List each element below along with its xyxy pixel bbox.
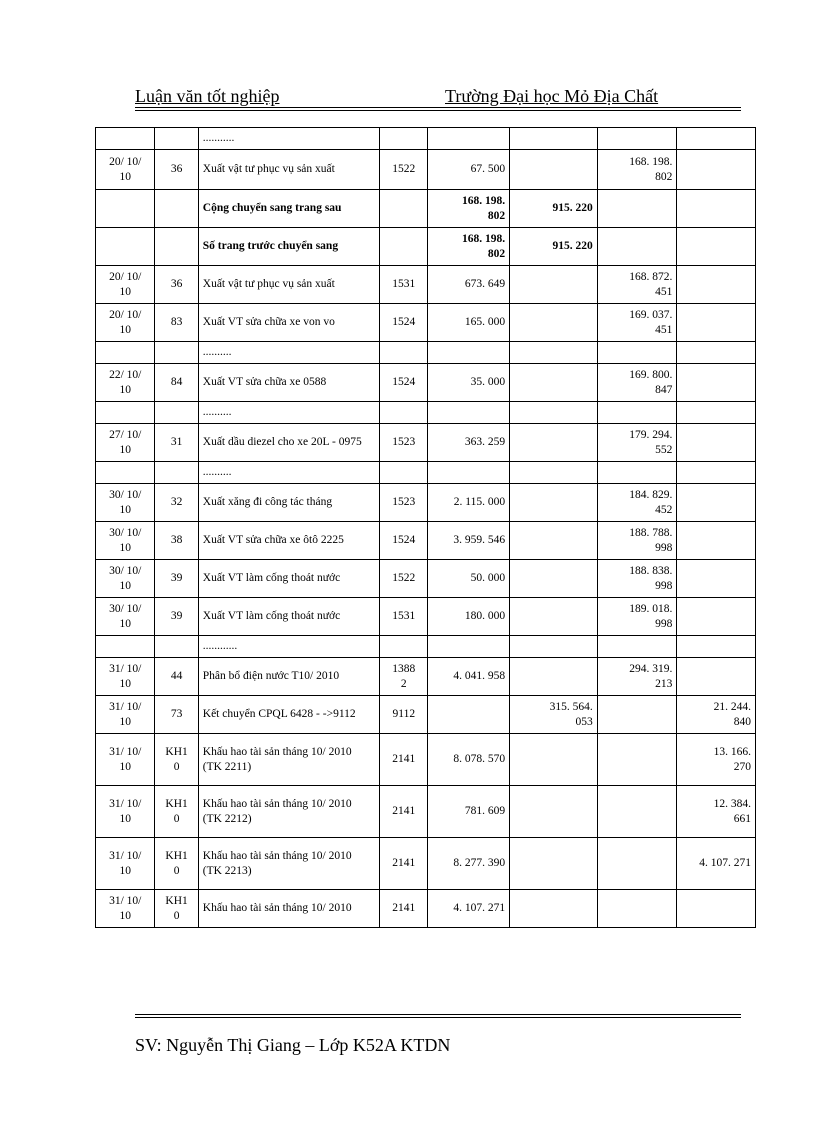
footer-divider	[135, 1014, 741, 1018]
cell-amount-2	[510, 424, 598, 462]
cell-amount-1: 673. 649	[428, 266, 510, 304]
cell-amount-2	[510, 838, 598, 890]
table-row	[96, 484, 756, 522]
table-row	[96, 734, 756, 786]
cell-description: Số trang trước chuyển sang	[198, 228, 379, 266]
table-row	[96, 228, 756, 266]
cell-amount-4: 21. 244. 840	[677, 696, 756, 734]
cell-amount-1: 50. 000	[428, 560, 510, 598]
header-right-title: Trường Đại học Mỏ Địa Chất	[445, 86, 659, 106]
page-footer: SV: Nguyễn Thị Giang – Lớp K52A KTDN	[135, 1035, 451, 1055]
table-row	[96, 304, 756, 342]
header-divider	[135, 107, 741, 111]
cell-amount-3	[597, 636, 677, 658]
cell-date	[96, 342, 155, 364]
cell-description: Phân bổ điện nước T10/ 2010	[198, 658, 379, 696]
cell-voucher-no: KH1 0	[155, 786, 198, 838]
cell-date: 31/ 10/ 10	[96, 734, 155, 786]
cell-amount-3: 189. 018. 998	[597, 598, 677, 636]
table-row	[96, 838, 756, 890]
cell-account	[380, 402, 428, 424]
cell-account: 1523	[380, 424, 428, 462]
cell-amount-2	[510, 786, 598, 838]
cell-amount-3	[597, 402, 677, 424]
cell-amount-2	[510, 128, 598, 150]
cell-amount-2	[510, 484, 598, 522]
cell-voucher-no	[155, 462, 198, 484]
cell-voucher-no: KH1 0	[155, 838, 198, 890]
cell-account: 1524	[380, 522, 428, 560]
cell-amount-1: 35. 000	[428, 364, 510, 402]
cell-description: Xuất VT sửa chữa xe 0588	[198, 364, 379, 402]
cell-amount-3: 188. 788. 998	[597, 522, 677, 560]
cell-description: Khấu hao tài sản tháng 10/ 2010	[198, 890, 379, 928]
cell-amount-2	[510, 890, 598, 928]
table-row	[96, 890, 756, 928]
cell-voucher-no	[155, 190, 198, 228]
cell-amount-1: 4. 041. 958	[428, 658, 510, 696]
cell-amount-2: 315. 564. 053	[510, 696, 598, 734]
cell-amount-4	[677, 890, 756, 928]
cell-amount-2: 915. 220	[510, 228, 598, 266]
cell-amount-2	[510, 364, 598, 402]
cell-amount-1: 2. 115. 000	[428, 484, 510, 522]
cell-amount-1	[428, 402, 510, 424]
cell-amount-2	[510, 734, 598, 786]
cell-amount-2	[510, 658, 598, 696]
table-row	[96, 560, 756, 598]
cell-voucher-no: KH1 0	[155, 734, 198, 786]
cell-amount-3: 294. 319. 213	[597, 658, 677, 696]
cell-amount-3: 169. 800. 847	[597, 364, 677, 402]
cell-description: Xuất xăng đi công tác tháng	[198, 484, 379, 522]
cell-description: ..........	[198, 402, 379, 424]
cell-date: 20/ 10/ 10	[96, 150, 155, 190]
cell-amount-3	[597, 228, 677, 266]
table-row	[96, 128, 756, 150]
cell-amount-3	[597, 342, 677, 364]
cell-description: Xuất VT sửa chữa xe ôtô 2225	[198, 522, 379, 560]
cell-amount-3	[597, 838, 677, 890]
cell-date	[96, 228, 155, 266]
cell-description: Kết chuyển CPQL 6428 - ->9112	[198, 696, 379, 734]
cell-account	[380, 128, 428, 150]
cell-amount-1: 3. 959. 546	[428, 522, 510, 560]
table-row	[96, 522, 756, 560]
cell-date: 30/ 10/ 10	[96, 560, 155, 598]
cell-description: ............	[198, 636, 379, 658]
cell-account	[380, 228, 428, 266]
cell-account: 9112	[380, 696, 428, 734]
cell-amount-1	[428, 696, 510, 734]
cell-amount-1: 8. 277. 390	[428, 838, 510, 890]
cell-amount-4	[677, 402, 756, 424]
cell-amount-4	[677, 560, 756, 598]
cell-voucher-no: 36	[155, 266, 198, 304]
cell-amount-3	[597, 786, 677, 838]
cell-amount-4	[677, 484, 756, 522]
table-row	[96, 462, 756, 484]
cell-amount-2	[510, 342, 598, 364]
cell-description: Xuất VT sửa chữa xe von vo	[198, 304, 379, 342]
cell-amount-1: 168. 198. 802	[428, 228, 510, 266]
cell-amount-4: 12. 384. 661	[677, 786, 756, 838]
cell-amount-4	[677, 150, 756, 190]
cell-account: 1531	[380, 598, 428, 636]
cell-description: Xuất vật tư phục vụ sản xuất	[198, 266, 379, 304]
table-row	[96, 636, 756, 658]
cell-voucher-no: 83	[155, 304, 198, 342]
table-row	[96, 696, 756, 734]
ledger-body	[96, 128, 756, 928]
cell-amount-4	[677, 228, 756, 266]
cell-amount-1	[428, 128, 510, 150]
cell-amount-4	[677, 342, 756, 364]
cell-amount-2	[510, 560, 598, 598]
cell-amount-3	[597, 734, 677, 786]
cell-amount-1: 168. 198. 802	[428, 190, 510, 228]
cell-date: 22/ 10/ 10	[96, 364, 155, 402]
cell-date: 31/ 10/ 10	[96, 786, 155, 838]
cell-amount-4	[677, 424, 756, 462]
cell-amount-1: 4. 107. 271	[428, 890, 510, 928]
cell-description: ..........	[198, 462, 379, 484]
table-row	[96, 402, 756, 424]
cell-amount-4	[677, 364, 756, 402]
cell-voucher-no: 32	[155, 484, 198, 522]
cell-amount-1: 165. 000	[428, 304, 510, 342]
cell-amount-2	[510, 462, 598, 484]
cell-date: 31/ 10/ 10	[96, 838, 155, 890]
cell-voucher-no	[155, 402, 198, 424]
cell-amount-4: 13. 166. 270	[677, 734, 756, 786]
cell-amount-1: 363. 259	[428, 424, 510, 462]
cell-date: 31/ 10/ 10	[96, 890, 155, 928]
cell-amount-3: 168. 198. 802	[597, 150, 677, 190]
cell-amount-2	[510, 304, 598, 342]
cell-amount-3: 168. 872. 451	[597, 266, 677, 304]
cell-description: Xuất vật tư phục vụ sản xuất	[198, 150, 379, 190]
cell-amount-4	[677, 462, 756, 484]
cell-voucher-no	[155, 636, 198, 658]
cell-date: 20/ 10/ 10	[96, 266, 155, 304]
cell-description: Xuất dầu diezel cho xe 20L - 0975	[198, 424, 379, 462]
cell-date: 30/ 10/ 10	[96, 522, 155, 560]
cell-date	[96, 128, 155, 150]
table-row	[96, 786, 756, 838]
cell-voucher-no: 84	[155, 364, 198, 402]
cell-amount-1	[428, 636, 510, 658]
cell-description: Khấu hao tài sản tháng 10/ 2010 (TK 2212)	[198, 786, 379, 838]
cell-voucher-no: 36	[155, 150, 198, 190]
cell-amount-1	[428, 342, 510, 364]
header-left-title: Luận văn tốt nghiệp	[135, 86, 280, 106]
cell-account	[380, 636, 428, 658]
cell-account: 1524	[380, 304, 428, 342]
cell-voucher-no: 73	[155, 696, 198, 734]
cell-amount-4	[677, 658, 756, 696]
cell-voucher-no: 39	[155, 560, 198, 598]
cell-amount-3: 179. 294. 552	[597, 424, 677, 462]
cell-date	[96, 636, 155, 658]
cell-date: 31/ 10/ 10	[96, 658, 155, 696]
cell-amount-2	[510, 598, 598, 636]
cell-amount-3	[597, 190, 677, 228]
cell-amount-4	[677, 266, 756, 304]
cell-account: 2141	[380, 838, 428, 890]
cell-amount-4: 4. 107. 271	[677, 838, 756, 890]
cell-amount-1: 8. 078. 570	[428, 734, 510, 786]
cell-account: 2141	[380, 890, 428, 928]
cell-description: Xuất VT làm cống thoát nước	[198, 560, 379, 598]
table-row	[96, 658, 756, 696]
cell-description: Cộng chuyển sang trang sau	[198, 190, 379, 228]
cell-amount-4	[677, 522, 756, 560]
cell-amount-4	[677, 128, 756, 150]
cell-amount-4	[677, 304, 756, 342]
table-row	[96, 150, 756, 190]
cell-amount-3	[597, 890, 677, 928]
cell-amount-3: 188. 838. 998	[597, 560, 677, 598]
table-row	[96, 190, 756, 228]
cell-voucher-no: 31	[155, 424, 198, 462]
cell-description: Xuất VT làm cống thoát nước	[198, 598, 379, 636]
cell-amount-2	[510, 266, 598, 304]
cell-voucher-no	[155, 342, 198, 364]
cell-voucher-no: KH1 0	[155, 890, 198, 928]
cell-amount-2	[510, 522, 598, 560]
cell-amount-4	[677, 598, 756, 636]
cell-amount-2	[510, 636, 598, 658]
cell-description: ...........	[198, 128, 379, 150]
cell-amount-4	[677, 636, 756, 658]
ledger-table	[95, 127, 756, 928]
cell-account: 2141	[380, 786, 428, 838]
cell-account: 1388 2	[380, 658, 428, 696]
cell-description: ..........	[198, 342, 379, 364]
cell-amount-1	[428, 462, 510, 484]
cell-account: 1531	[380, 266, 428, 304]
cell-amount-4	[677, 190, 756, 228]
cell-account: 1524	[380, 364, 428, 402]
cell-amount-1: 781. 609	[428, 786, 510, 838]
cell-amount-2	[510, 402, 598, 424]
cell-amount-2: 915. 220	[510, 190, 598, 228]
cell-date	[96, 462, 155, 484]
cell-amount-2	[510, 150, 598, 190]
cell-date: 30/ 10/ 10	[96, 484, 155, 522]
cell-date: 20/ 10/ 10	[96, 304, 155, 342]
cell-account: 1522	[380, 560, 428, 598]
cell-account	[380, 462, 428, 484]
cell-account: 1522	[380, 150, 428, 190]
cell-amount-3: 169. 037. 451	[597, 304, 677, 342]
cell-voucher-no	[155, 228, 198, 266]
table-row	[96, 598, 756, 636]
cell-date: 31/ 10/ 10	[96, 696, 155, 734]
cell-amount-1: 180. 000	[428, 598, 510, 636]
cell-voucher-no: 38	[155, 522, 198, 560]
cell-date	[96, 190, 155, 228]
cell-date	[96, 402, 155, 424]
cell-description: Khấu hao tài sản tháng 10/ 2010 (TK 2213)	[198, 838, 379, 890]
cell-voucher-no: 39	[155, 598, 198, 636]
cell-description: Khấu hao tài sản tháng 10/ 2010 (TK 2211)	[198, 734, 379, 786]
cell-amount-1: 67. 500	[428, 150, 510, 190]
cell-account	[380, 190, 428, 228]
cell-date: 27/ 10/ 10	[96, 424, 155, 462]
cell-date: 30/ 10/ 10	[96, 598, 155, 636]
cell-amount-3	[597, 128, 677, 150]
table-row	[96, 342, 756, 364]
cell-amount-3	[597, 696, 677, 734]
table-row	[96, 266, 756, 304]
cell-account: 1523	[380, 484, 428, 522]
cell-amount-3: 184. 829. 452	[597, 484, 677, 522]
cell-account: 2141	[380, 734, 428, 786]
cell-amount-3	[597, 462, 677, 484]
table-row	[96, 424, 756, 462]
cell-voucher-no: 44	[155, 658, 198, 696]
table-row	[96, 364, 756, 402]
cell-voucher-no	[155, 128, 198, 150]
cell-account	[380, 342, 428, 364]
